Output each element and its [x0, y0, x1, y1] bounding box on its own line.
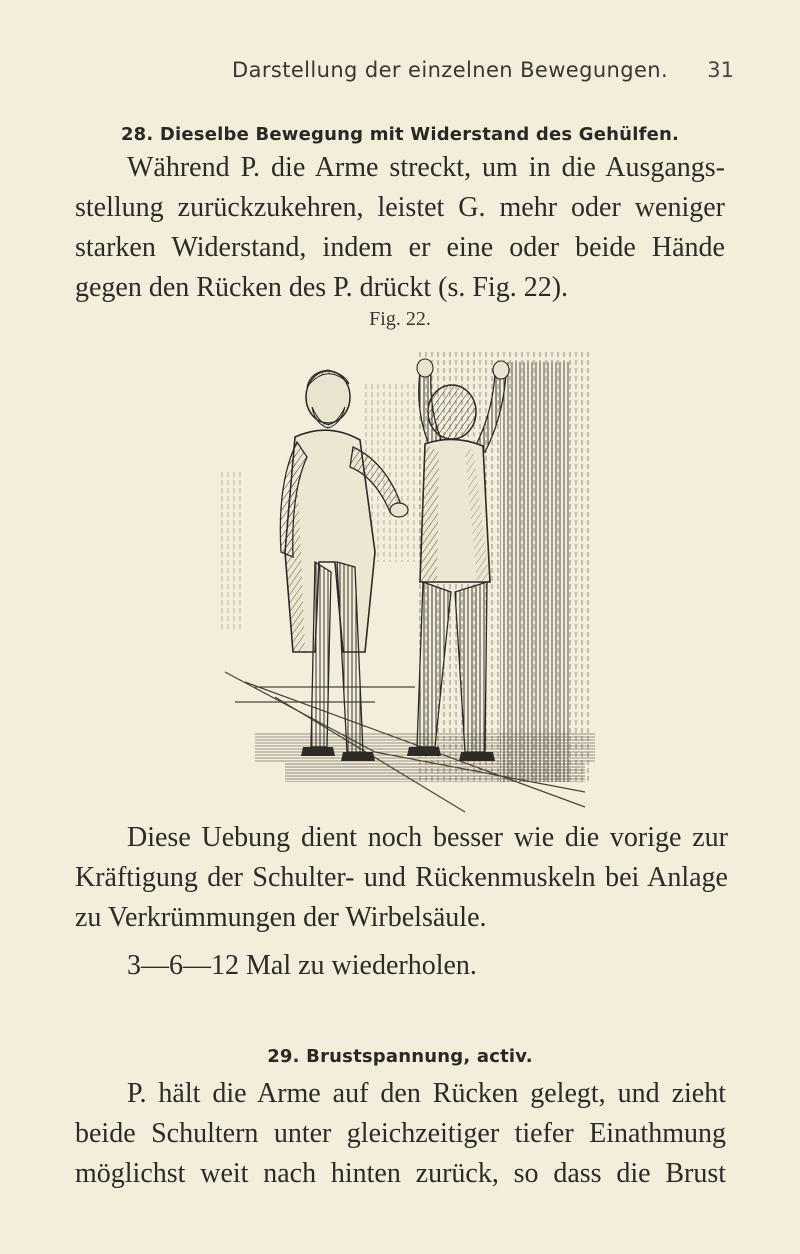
text-line: Diese Uebung dient noch besser wie die vorige zur	[127, 822, 728, 853]
text-line: starken Widerstand, indem er eine oder beide Hände	[75, 232, 725, 263]
paragraph-section-28	[75, 148, 725, 308]
text-line: möglichst weit nach hinten zurück, so dass die Brust	[75, 1158, 726, 1189]
text-line: Kräftigung der Schulter- und Rückenmuskeln bei Anlage	[75, 862, 728, 893]
running-head	[0, 58, 800, 88]
figure-illustration	[215, 352, 595, 820]
engraving-two-men-exercise	[215, 352, 595, 820]
page-number: 31	[707, 58, 734, 82]
figure-caption: Fig. 22.	[369, 308, 431, 330]
paragraph-section-29	[75, 1074, 726, 1194]
running-title: Darstellung der einzelnen Bewegungen.	[232, 58, 669, 82]
repetition-note	[127, 946, 477, 986]
text-line: Während P. die Arme streckt, um in die Ausgangs-	[127, 152, 725, 183]
paragraph-remark	[75, 818, 728, 938]
text-line: zu Verkrümmungen der Wirbelsäule.	[75, 902, 487, 933]
section-heading-28: 28. Dieselbe Bewegung mit Widerstand des Gehülfen.	[120, 124, 680, 145]
text-line: gegen den Rücken des P. drückt (s. Fig. 22).	[75, 272, 569, 303]
text-line: P. hält die Arme auf den Rücken gelegt, und zieht	[127, 1078, 726, 1109]
section-heading-29: 29. Brustspannung, activ.	[267, 1046, 533, 1067]
text-line: beide Schultern unter gleichzeitiger tiefer Einathmung	[75, 1118, 726, 1149]
text-line: stellung zurückzukehren, leistet G. mehr oder weniger	[75, 192, 725, 223]
text-line: 3—6—12 Mal zu wiederholen.	[127, 950, 477, 981]
